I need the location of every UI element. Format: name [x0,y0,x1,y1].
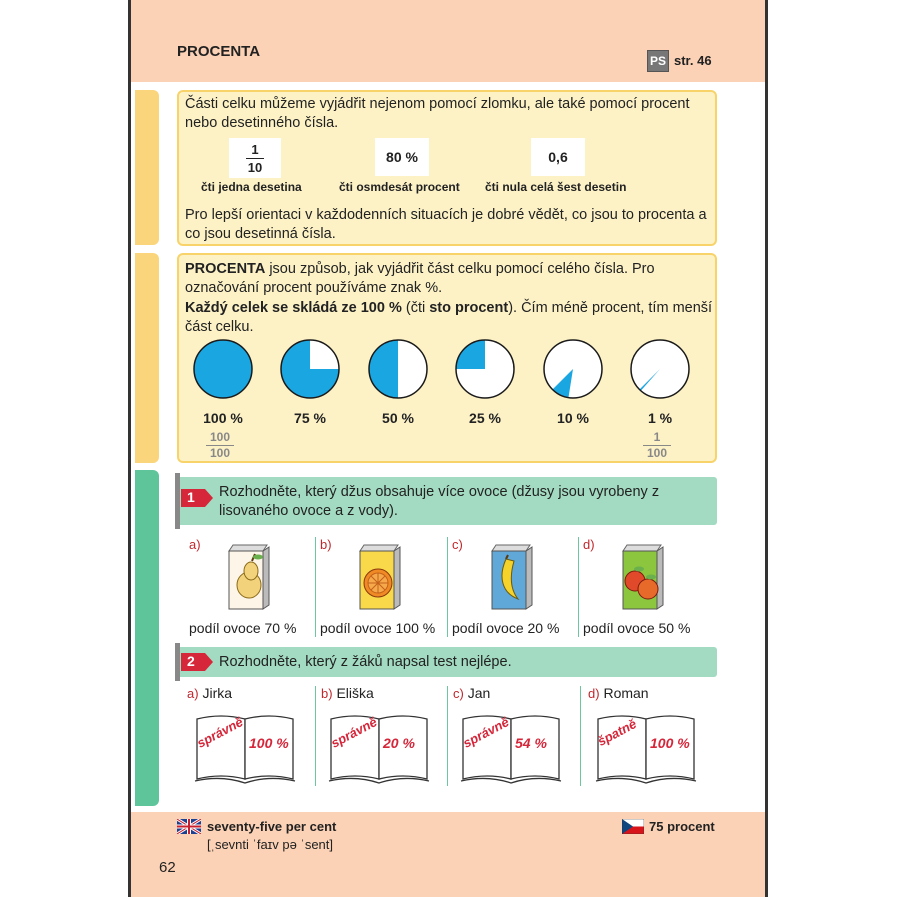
open-book-icon [459,711,563,785]
pie-label: 10 % [557,410,589,426]
column-divider [578,537,579,637]
test-score: 100 % [249,735,289,751]
option-letter: c) [452,537,463,552]
task-number-arrow [181,653,213,671]
stamp-text: špatně [594,716,639,749]
pie-100 [194,340,252,398]
option-letter: c) [453,686,464,701]
student-label [588,685,649,701]
column-divider [315,686,316,786]
juice-option[interactable] [318,535,448,640]
student-test-option[interactable] [187,685,317,785]
task-2-bar [177,647,717,677]
option-letter: d) [588,686,600,701]
stamp-text: správně [328,714,380,751]
column-divider [447,537,448,637]
czech-flag-icon [622,819,644,834]
rule-end: ). Čím méně procent, tím menší část celku. [185,300,713,335]
option-letter: d) [583,537,595,552]
frac-last-den: 100 [646,446,668,460]
task-number-arrow [181,489,213,507]
student-name: Eliška [336,685,374,701]
task-marker [175,643,180,681]
czech-phrase: 75 procent [649,819,715,834]
intro-note: Pro lepší orientaci v každodenních situacích je dobré vědět, co jsou to procenta a co jsou desetinná čísla. [185,207,707,242]
rule-mid: (čti [401,300,430,316]
page-number: 62 [159,859,176,876]
fraction-numerator: 1 [251,142,259,157]
stamp-text: správně [460,714,512,751]
task-1-bar [177,477,717,525]
student-label [321,685,374,701]
example-decimal-card: 0,6 [531,138,585,176]
pear-juice-carton-icon [223,541,273,611]
task-1-text: Rozhodněte, který džus obsahuje více ovoce (džusy jsou vyrobeny z lisovaného ovoce a z vody). [219,484,660,519]
intro-text: Části celku můžeme vyjádřit nejenom pomocí zlomku, ale také pomocí procent nebo desetinného čísla. [185,96,690,131]
example-fraction-card [229,138,281,178]
test-score: 54 % [515,735,547,751]
pie-slice [369,340,398,398]
rule-bold: Každý celek se skládá ze 100 % [185,300,402,316]
fraction-1-of-100 [637,431,677,460]
pie-label: 50 % [382,410,414,426]
orange-juice-carton-icon [354,541,404,611]
student-name: Jirka [202,685,233,701]
pie-label: 100 % [203,410,243,426]
pie-75 [281,340,339,398]
procenta-definition [185,260,713,298]
student-test-option[interactable] [453,685,583,785]
side-tab-intro [135,90,159,245]
test-score: 20 % [383,735,415,751]
task-marker [175,473,180,529]
apple-juice-carton-icon [617,541,667,611]
pie-label: 25 % [469,410,501,426]
procenta-term: PROCENTA [185,261,266,277]
english-phrase: seventy-five per cent [207,819,337,834]
pie-10 [544,340,602,398]
task-2-number: 2 [187,653,195,669]
frac-last-num: 1 [653,430,661,444]
frac-first-num: 100 [209,430,231,444]
intro-box [177,90,717,246]
workbook-badge: PS [647,50,669,72]
example-caption-2: čti osmdesát procent [339,180,460,194]
banana-juice-carton-icon [486,541,536,611]
workbook-page-ref: str. 46 [674,53,712,68]
page-header [131,0,765,82]
textbook-page [128,0,768,897]
pie-label: 1 % [647,410,673,426]
student-label [453,685,490,701]
option-letter: a) [187,686,199,701]
juice-option[interactable] [450,535,580,640]
juice-option[interactable] [581,535,711,640]
task-2-text: Rozhodněte, který z žáků napsal test nejlépe. [219,654,512,670]
option-letter: b) [321,686,333,701]
task-1-number: 1 [187,489,195,505]
student-name: Jan [467,685,491,701]
example-caption-1: čti jedna desetina [201,180,302,194]
option-letter: a) [189,537,201,552]
english-pronunciation: [ˌsevnti ˈfaɪv pə ˈsent] [207,837,334,852]
column-divider [580,686,581,786]
fraction-denominator: 10 [247,160,263,175]
page-title: PROCENTA [177,43,261,60]
fraction-100-of-100 [200,431,240,460]
pie-25 [456,340,514,398]
student-test-option[interactable] [321,685,451,785]
side-tab-tasks [135,470,159,806]
juice-option[interactable] [187,535,317,640]
fruit-share-label: podíl ovoce 70 % [189,620,297,636]
stamp-text: správně [194,714,246,751]
rule-bold2: sto procent [429,300,509,316]
percent-pies [179,337,715,409]
fruit-share-label: podíl ovoce 100 % [320,620,436,636]
student-test-option[interactable] [588,685,718,785]
student-name: Roman [603,685,649,701]
test-score: 100 % [650,735,690,751]
student-label [187,685,232,701]
side-tab-procenta [135,253,159,463]
procenta-definition-text: jsou způsob, jak vyjádřit část celku pomocí celého čísla. Pro označování procent používáme znak %. [185,261,655,296]
frac-first-den: 100 [209,446,231,460]
pie-50 [369,340,427,398]
column-divider [447,686,448,786]
fruit-share-label: podíl ovoce 20 % [452,620,560,636]
example-percent-card: 80 % [375,138,429,176]
procenta-box [177,253,717,463]
uk-flag-icon [177,819,201,834]
pie-1 [631,340,689,398]
procenta-rule [185,299,713,337]
open-book-icon [327,711,431,785]
example-caption-3: čti nula celá šest desetin [485,180,627,194]
pie-label: 75 % [294,410,326,426]
fruit-share-label: podíl ovoce 50 % [583,620,691,636]
column-divider [315,537,316,637]
option-letter: b) [320,537,332,552]
